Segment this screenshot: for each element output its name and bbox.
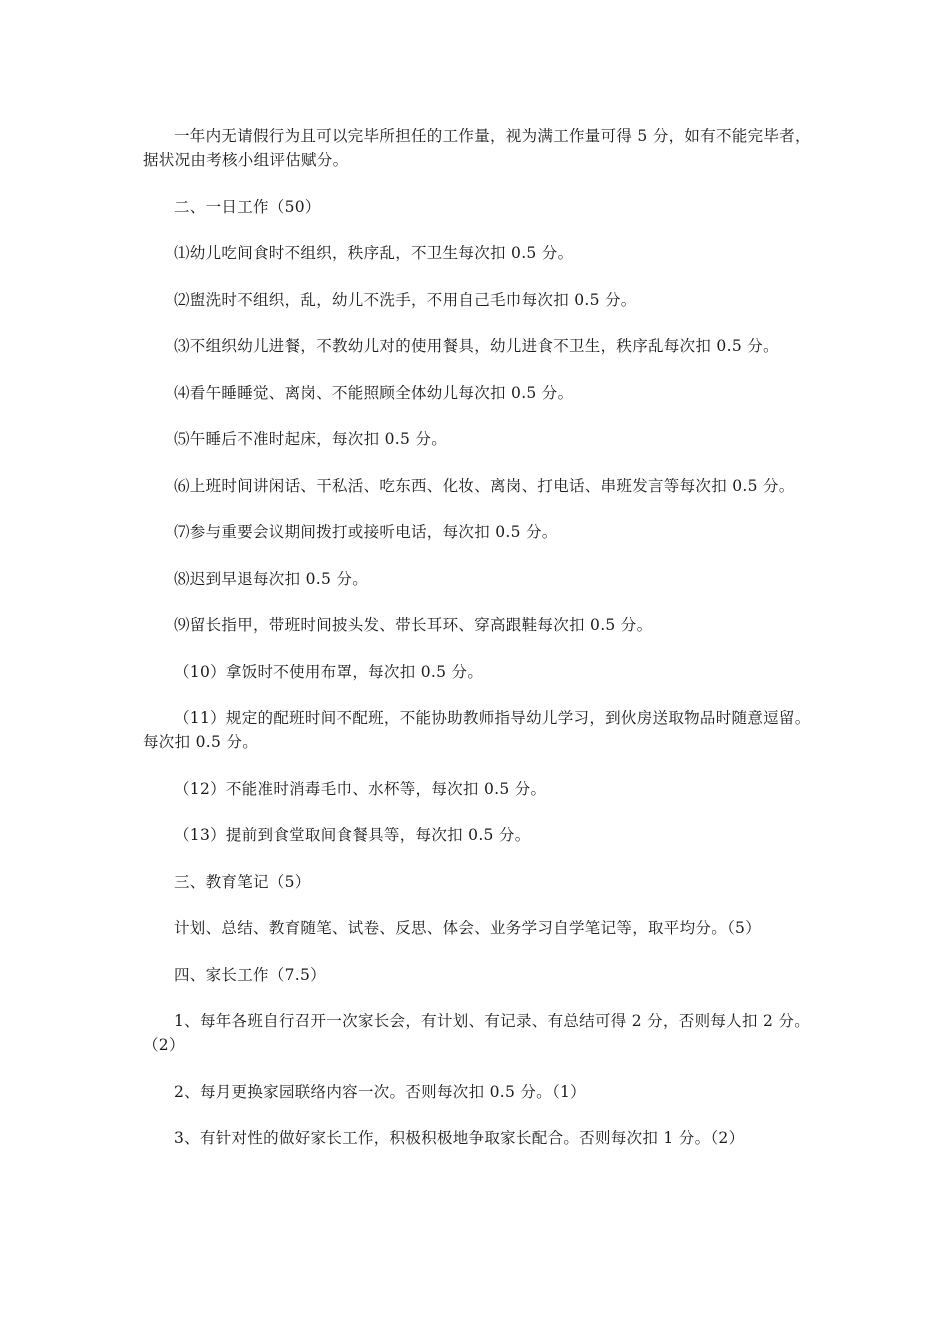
list-item: 3、有针对性的做好家长工作，积极积极地争取家长配合。否则每次扣 1 分。（2） xyxy=(174,1129,745,1147)
list-item: （13）提前到食堂取间食餐具等，每次扣 0.5 分。 xyxy=(174,826,531,844)
list-item: （11）规定的配班时间不配班，不能协助教师指导幼儿学习，到伙房送取物品时随意逗留。每次扣 0.5 分。 xyxy=(143,709,811,751)
paragraph-notes-detail: 计划、总结、教育随笔、试卷、反思、体会、业务学习自学笔记等，取平均分。（5） xyxy=(174,919,762,937)
list-item: （12）不能准时消毒毛巾、水杯等，每次扣 0.5 分。 xyxy=(174,779,547,798)
heading-education-notes: 三、教育笔记（5） xyxy=(174,872,311,891)
paragraph-workload: 一年内无请假行为且可以完毕所担任的工作量，视为满工作量可得 5 分，如有不能完毕者，据状况由考核小组评估赋分。 xyxy=(143,127,811,169)
list-item: 1、每年各班自行召开一次家长会，有计划、有记录、有总结可得 2 分，否则每人扣 2 分。（2） xyxy=(143,1012,810,1054)
document-body xyxy=(143,124,813,1150)
list-item: ⑶不组织幼儿进餐，不教幼儿对的使用餐具，幼儿进食不卫生，秩序乱每次扣 0.5 分。 xyxy=(174,337,779,355)
list-item: 2、每月更换家园联络内容一次。否则每次扣 0.5 分。（1） xyxy=(174,1082,586,1101)
list-item: ⑺参与重要会议期间拨打或接听电话，每次扣 0.5 分。 xyxy=(174,523,558,541)
list-item: ⑸午睡后不准时起床，每次扣 0.5 分。 xyxy=(174,430,448,448)
list-item: ⑻迟到早退每次扣 0.5 分。 xyxy=(174,569,369,588)
heading-daily-work: 二、一日工作（50） xyxy=(174,197,321,216)
list-item: ⑵盥洗时不组织，乱，幼儿不洗手，不用自己毛巾每次扣 0.5 分。 xyxy=(174,290,637,309)
list-item: ⑷看午睡睡觉、离岗、不能照顾全体幼儿每次扣 0.5 分。 xyxy=(174,383,574,402)
heading-parent-work: 四、家长工作（7.5） xyxy=(174,965,326,984)
list-item: ⑹上班时间讲闲话、干私活、吃东西、化妆、离岗、打电话、串班发言等每次扣 0.5 分。 xyxy=(174,476,795,495)
list-item: ⑴幼儿吃间食时不组织，秩序乱，不卫生每次扣 0.5 分。 xyxy=(174,244,574,262)
list-item: （10）拿饭时不使用布罩，每次扣 0.5 分。 xyxy=(174,662,484,681)
list-item: ⑼留长指甲，带班时间披头发、带长耳环、穿高跟鞋每次扣 0.5 分。 xyxy=(174,616,653,634)
